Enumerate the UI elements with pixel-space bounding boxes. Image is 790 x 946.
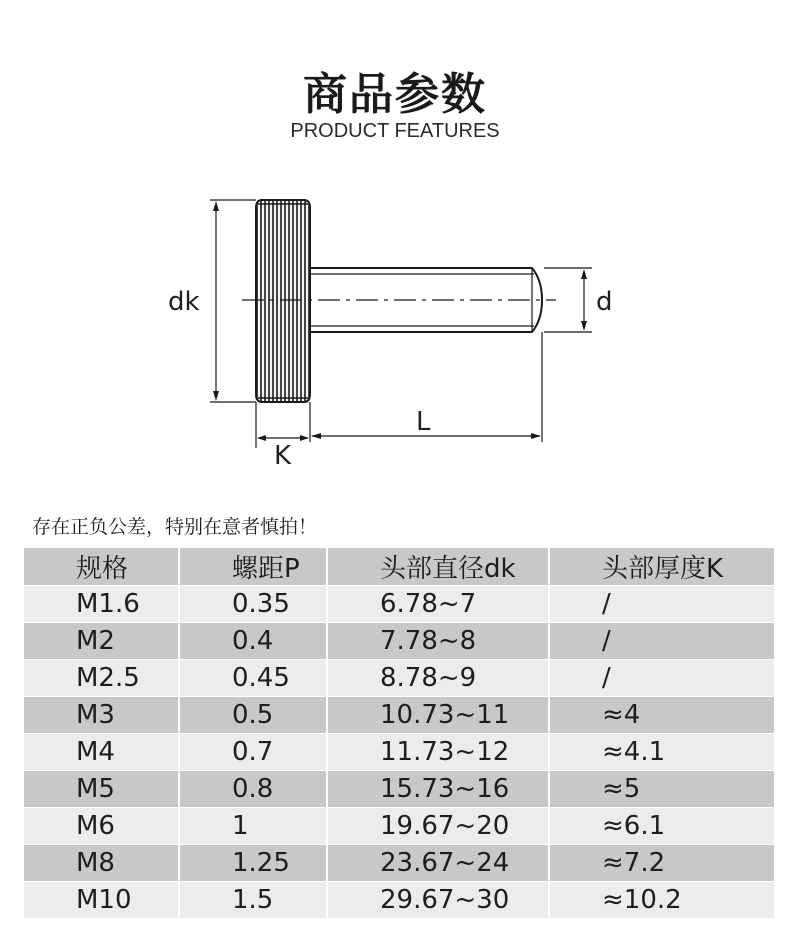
size-cell: M5 (24, 771, 179, 808)
pitch-cell: 0.8 (179, 771, 327, 808)
head-diameter-cell: 8.78~9 (327, 660, 549, 697)
pitch-cell: 0.4 (179, 623, 327, 660)
head-thickness-cell: ≈6.1 (549, 808, 774, 845)
head-diameter-cell: 23.67~24 (327, 845, 549, 882)
table-row (24, 771, 774, 808)
L-label: L (416, 407, 431, 437)
head-diameter-cell: 19.67~20 (327, 808, 549, 845)
head-thickness-cell: / (549, 623, 774, 660)
head-diameter-cell: 10.73~11 (327, 697, 549, 734)
header-head-diameter: 头部直径dk (327, 548, 549, 586)
head-diameter-cell: 6.78~7 (327, 586, 549, 623)
screw-head (256, 200, 310, 402)
pitch-cell: 1 (179, 808, 327, 845)
head-diameter-cell: 7.78~8 (327, 623, 549, 660)
head-diameter-cell: 29.67~30 (327, 882, 549, 919)
header-size: 规格 (24, 548, 179, 586)
table-row (24, 660, 774, 697)
pitch-cell: 0.7 (179, 734, 327, 771)
dk-label: dk (168, 287, 200, 317)
head-thickness-cell: / (549, 586, 774, 623)
table-row (24, 697, 774, 734)
screw-dimension-diagram (0, 180, 790, 480)
header-head-thickness: 头部厚度K (549, 548, 774, 586)
pitch-cell: 0.5 (179, 697, 327, 734)
size-cell: M3 (24, 697, 179, 734)
head-thickness-cell: ≈5 (549, 771, 774, 808)
head-thickness-cell: ≈7.2 (549, 845, 774, 882)
size-cell: M4 (24, 734, 179, 771)
table-row (24, 586, 774, 623)
pitch-cell: 0.35 (179, 586, 327, 623)
head-diameter-cell: 11.73~12 (327, 734, 549, 771)
size-cell: M6 (24, 808, 179, 845)
head-diameter-cell: 15.73~16 (327, 771, 549, 808)
page-title: 商品参数 (303, 69, 487, 120)
header-pitch: 螺距P (179, 548, 327, 586)
table-row (24, 623, 774, 660)
K-label: K (274, 441, 292, 471)
table-row (24, 882, 774, 919)
head-thickness-cell: ≈4 (549, 697, 774, 734)
dk-dimension (210, 200, 256, 402)
head-thickness-cell: ≈4.1 (549, 734, 774, 771)
size-cell: M1.6 (24, 586, 179, 623)
spec-table (24, 548, 774, 919)
head-thickness-cell: / (549, 660, 774, 697)
pitch-cell: 0.45 (179, 660, 327, 697)
tolerance-note: 存在正负公差，特别在意者慎拍！ (32, 516, 318, 538)
table-header-row (24, 548, 774, 586)
head-thickness-cell: ≈10.2 (549, 882, 774, 919)
size-cell: M2 (24, 623, 179, 660)
table-row (24, 808, 774, 845)
pitch-cell: 1.25 (179, 845, 327, 882)
size-cell: M8 (24, 845, 179, 882)
table-row (24, 734, 774, 771)
d-label: d (596, 287, 613, 317)
table-row (24, 845, 774, 882)
size-cell: M10 (24, 882, 179, 919)
page-subtitle: PRODUCT FEATURES (290, 120, 500, 142)
size-cell: M2.5 (24, 660, 179, 697)
pitch-cell: 1.5 (179, 882, 327, 919)
